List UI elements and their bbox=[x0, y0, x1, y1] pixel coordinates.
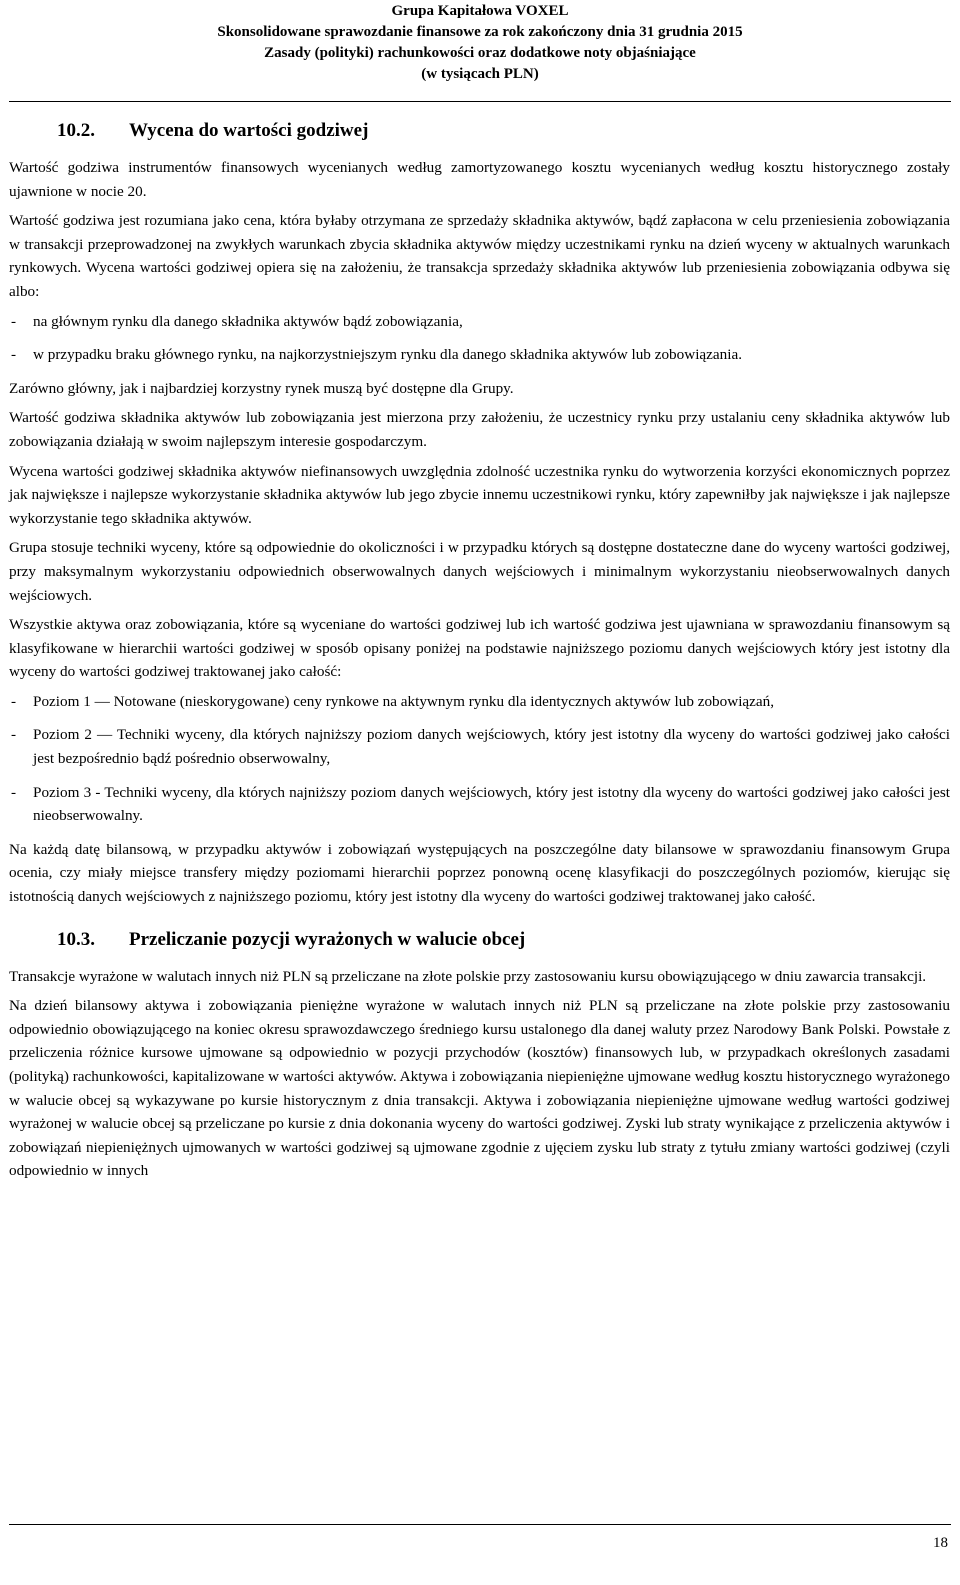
section-number: 10.3. bbox=[57, 928, 95, 950]
list-item: - Poziom 2 — Techniki wyceny, dla których najniższy poziom danych wejściowych, który jest istotny dla wyceny do wartości godziwej jako całości jest bezpośrednio bądź pośrednio obserwowalny, bbox=[9, 723, 950, 770]
paragraph: Transakcje wyrażone w walutach innych niż PLN są przeliczane na złote polskie przy zastosowaniu kursu obowiązującego w dniu zawarcia transakcji. bbox=[9, 967, 927, 985]
section-title: Przeliczanie pozycji wyrażonych w walucie obcej bbox=[129, 928, 526, 950]
footer-divider bbox=[9, 1524, 951, 1525]
paragraph: Wszystkie aktywa oraz zobowiązania, które są wyceniane do wartości godziwej lub ich wartość godziwa jest ujawniana w sprawozdaniu finansowym są klasyfikowane w hierarchii wartości godziwej w sposób opisany poniżej na podstawie najniższego poziomu danych wejściowych który jest istotny dla wyceny do wartości godziwej traktowanej jako całość: bbox=[9, 616, 950, 681]
header-currency-note: (w tysiącach PLN) bbox=[421, 66, 539, 82]
paragraph: Wartość godziwa jest rozumiana jako cena, która byłaby otrzymana ze sprzedaży składnika aktywów, bądź zapłacona w celu przeniesienia zobowiązania w transakcji przeprowadzonej na zwykłych warunkach zbycia składnika aktywów między uczestnikami rynku na dzień wyceny w aktualnych warunkach rynkowych. Wycena wartości godziwej opiera się na założeniu, że transakcja sprzedaży składnika aktywów lub przeniesienia zobowiązania odbywa się albo: bbox=[9, 212, 950, 300]
section-heading-10-3 bbox=[9, 927, 950, 953]
list-item: - na głównym rynku dla danego składnika aktywów bądź zobowiązania, bbox=[9, 310, 950, 334]
section-heading-10-2 bbox=[9, 118, 950, 144]
header-section-title: Zasady (polityki) rachunkowości oraz dodatkowe noty objaśniające bbox=[264, 45, 696, 61]
section-title: Wycena do wartości godziwej bbox=[129, 120, 369, 141]
list-item: - w przypadku braku głównego rynku, na najkorzystniejszym rynku dla danego składnika aktywów lub zobowiązania. bbox=[9, 343, 950, 367]
hierarchy-levels-list bbox=[9, 690, 950, 828]
header-report-title: Skonsolidowane sprawozdanie finansowe za rok zakończony dnia 31 grudnia 2015 bbox=[217, 24, 743, 40]
list-item: - Poziom 1 — Notowane (nieskorygowane) ceny rynkowe na aktywnym rynku dla identycznych aktywów lub zobowiązań, bbox=[9, 690, 950, 714]
paragraph: Na dzień bilansowy aktywa i zobowiązania pieniężne wyrażone w walutach innych niż PLN są przeliczane na złote polskie przy zastosowaniu odpowiednio obowiązującego na koniec okresu sprawozdawczego średniego kursu ustalonego dla danej waluty przez Narodowy Bank Polski. Powstałe z przeliczenia różnice kursowe ujmowane są odpowiednio w pozycji przychodów (kosztów) finansowych lub, w przypadkach określonych zasadami (polityką) rachunkowości, kapitalizowane w wartości aktywów. Aktywa i zobowiązania niepieniężne ujmowane według kosztu historycznego wyrażonego w walucie obcej są wykazywane po kursie historycznym z dnia transakcji. Aktywa i zobowiązania niepieniężne ujmowane według wartości godziwej wyrażonej w walucie obcej są przeliczane po kursie z dnia dokonania wyceny do wartości godziwej. Zyski lub straty wynikające z przeliczenia aktywów i zobowiązań niepieniężnych ujmowanych w wartości godziwej są ujmowane zgodnie z ujęciem zysku lub straty z tytułu zmiany wartości godziwej (czyli odpowiednio w innych bbox=[9, 997, 950, 1180]
paragraph: Wartość godziwa instrumentów finansowych wycenianych według zamortyzowanego kosztu wycenianych według kosztu historycznego zostały ujawnione w nocie 20. bbox=[9, 159, 950, 200]
page-number: 18 bbox=[933, 1535, 948, 1551]
paragraph: Zarówno główny, jak i najbardziej korzystny rynek muszą być dostępne dla Grupy. bbox=[9, 379, 514, 397]
document-body bbox=[9, 118, 950, 1189]
paragraph: Wartość godziwa składnika aktywów lub zobowiązania jest mierzona przy założeniu, że uczestnicy rynku przy ustalaniu ceny składnika aktywów lub zobowiązania działają w swoim najlepszym interesie gospodarczym. bbox=[9, 409, 950, 450]
document-header bbox=[0, 0, 960, 85]
section-number: 10.2. bbox=[57, 120, 95, 141]
paragraph: Na każdą datę bilansową, w przypadku aktywów i zobowiązań występujących na poszczególne daty bilansowe w sprawozdaniu finansowym Grupa ocenia, czy miały miejsce transfery między poziomami hierarchii poprzez ponowną ocenę klasyfikacji do poszczególnych poziomów, kierując się istotnością danych wejściowych z najniższego poziomu, który jest istotny dla wyceny do wartości godziwej traktowanej jako całość. bbox=[9, 840, 950, 906]
paragraph: Wycena wartości godziwej składnika aktywów niefinansowych uwzględnia zdolność uczestnika rynku do wytworzenia korzyści ekonomicznych poprzez jak największe i najlepsze wykorzystanie składnika aktywów lub jego zbycie innemu uczestnikowi rynku, który zapewniłby jak największe i jak najlepsze wykorzystanie tego składnika aktywów. bbox=[9, 462, 950, 527]
market-list bbox=[9, 310, 950, 367]
list-item: - Poziom 3 - Techniki wyceny, dla których najniższy poziom danych wejściowych, który jest istotny dla wyceny do wartości godziwej jako całości jest nieobserwowalny. bbox=[9, 781, 950, 828]
header-company-name: Grupa Kapitałowa VOXEL bbox=[391, 3, 569, 19]
header-divider bbox=[9, 101, 951, 102]
paragraph: Grupa stosuje techniki wyceny, które są odpowiednie do okoliczności i w przypadku których są dostępne dostateczne dane do wyceny wartości godziwej, przy maksymalnym wykorzystaniu odpowiednich obserwowalnych danych wejściowych i minimalnym wykorzystaniu nieobserwowalnych danych wejściowych. bbox=[9, 539, 950, 604]
